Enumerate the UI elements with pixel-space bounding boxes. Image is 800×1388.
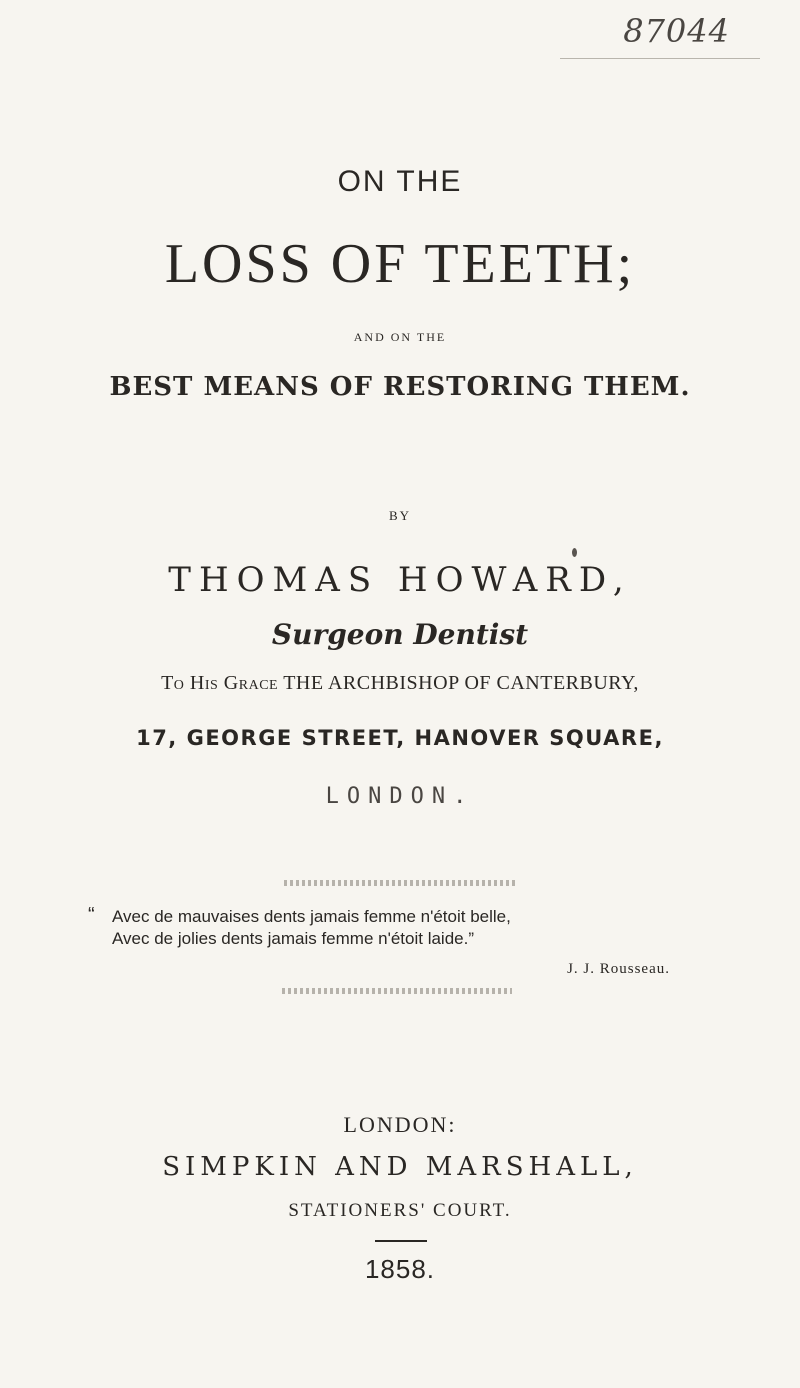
author-address: 17, GEORGE STREET, HANOVER SQUARE, bbox=[136, 726, 664, 750]
shelfmark-rule bbox=[560, 58, 760, 59]
shelfmark: 87044 bbox=[623, 12, 730, 50]
and-on-the-line: AND ON THE bbox=[353, 330, 447, 344]
place-line: LONDON. bbox=[325, 784, 475, 809]
ink-mark bbox=[572, 548, 577, 557]
year-rule bbox=[375, 1240, 427, 1242]
ornamental-rule-bottom bbox=[282, 988, 512, 994]
appointment-line bbox=[0, 672, 800, 695]
epigraph-attribution: J. J. Rousseau. bbox=[567, 961, 670, 977]
ornamental-rule-top bbox=[284, 880, 516, 886]
imprint-publisher: SIMPKIN AND MARSHALL, bbox=[162, 1152, 638, 1182]
appointment-to: To His Grace bbox=[161, 672, 279, 694]
imprint-publisher-address: STATIONERS' COURT. bbox=[288, 1200, 512, 1221]
epigraph bbox=[90, 906, 710, 980]
imprint-place: LONDON: bbox=[343, 1112, 457, 1137]
imprint-year: 1858. bbox=[364, 1254, 436, 1284]
on-the-heading: ON THE bbox=[337, 165, 463, 198]
author-profession: Surgeon Dentist bbox=[271, 618, 529, 651]
main-title: LOSS OF TEETH; bbox=[164, 233, 636, 295]
epigraph-open-quote: “ bbox=[88, 904, 95, 926]
by-line: BY bbox=[388, 508, 412, 523]
author-name: THOMAS HOWARD, bbox=[168, 560, 632, 600]
appointment-rest: THE ARCHBISHOP OF CANTERBURY, bbox=[283, 672, 639, 694]
epigraph-line-1: Avec de mauvaises dents jamais femme n'étoit belle, bbox=[112, 907, 511, 926]
epigraph-line-2: Avec de jolies dents jamais femme n'étoit laide.” bbox=[112, 929, 474, 948]
subtitle: BEST MEANS OF RESTORING THEM. bbox=[109, 372, 691, 402]
